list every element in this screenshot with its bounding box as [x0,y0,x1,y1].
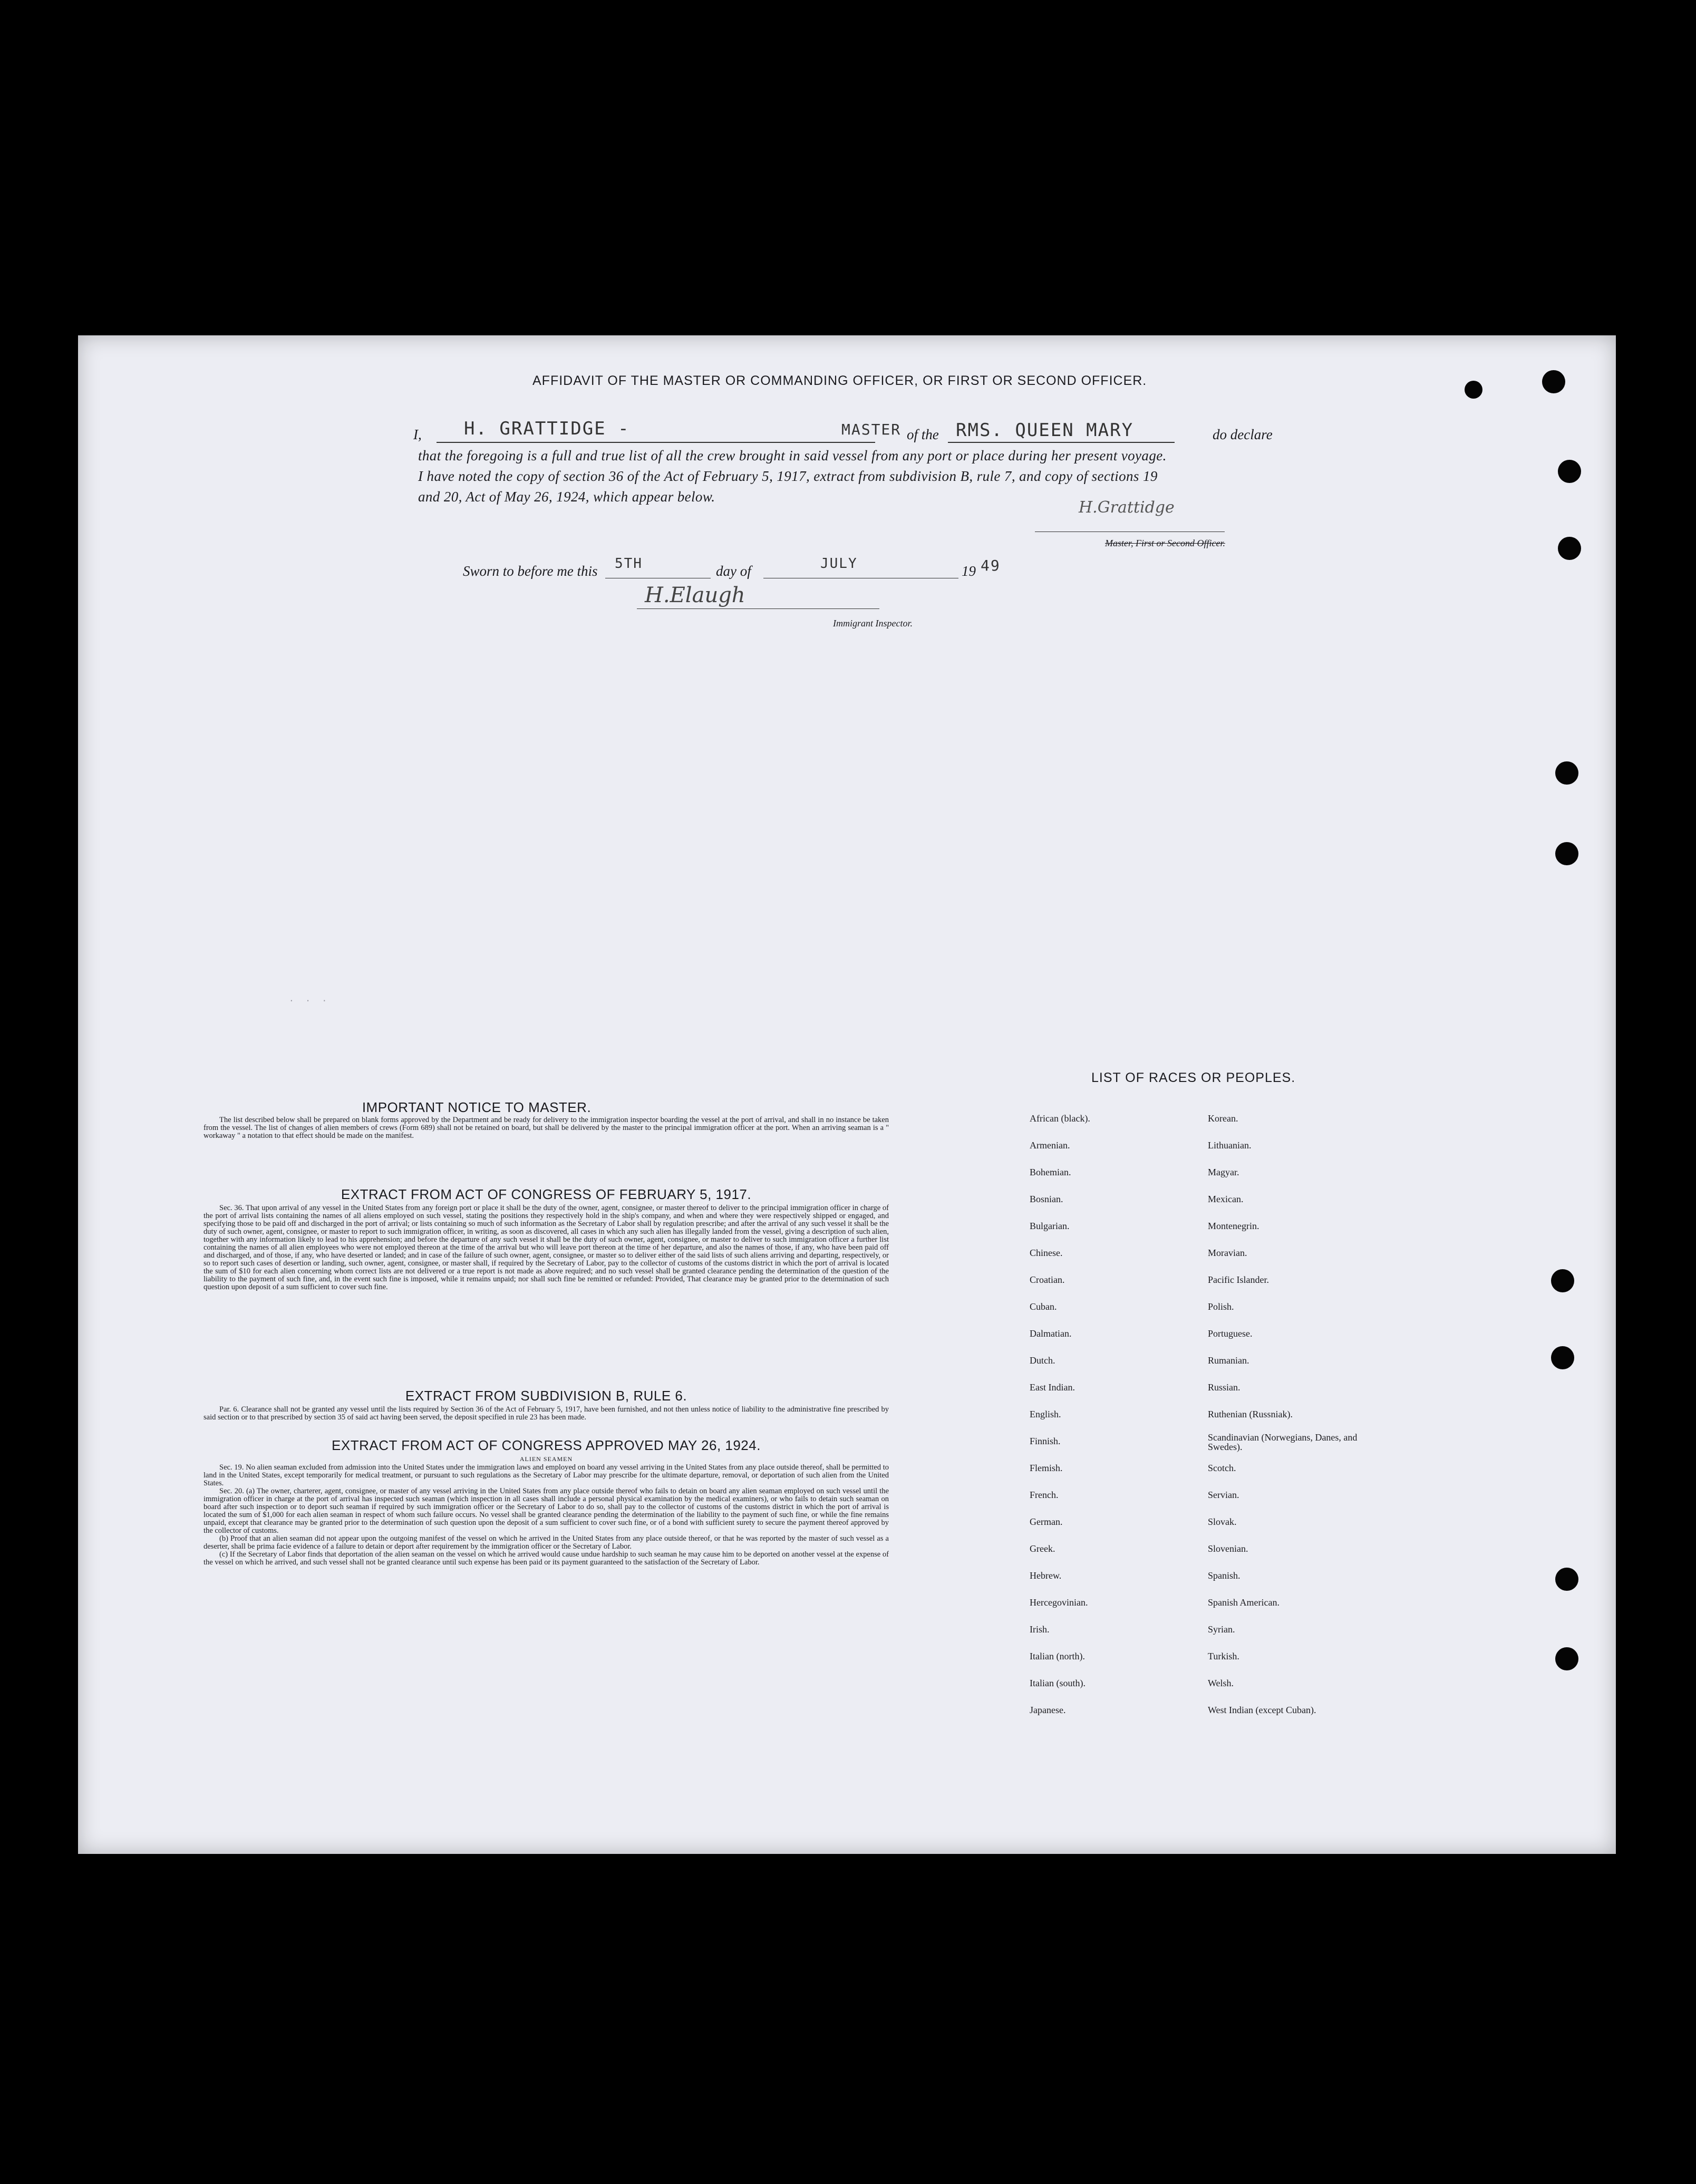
race-item: Magyar. [1208,1167,1239,1177]
declarant-prefix: I, [413,427,422,442]
race-item: Croatian. [1030,1274,1065,1285]
race-item: Finnish. [1030,1436,1061,1446]
notice-body: The list described below shall be prepared on blank forms approved by the Department and be ready for delivery to the immigration inspector boarding the vessel at the port of arrival, and shall in no instance be taken from the vessel. The list of changes of alien members of crews (Form 689) shall not be retained on board, but shall be delivered by the master to the principal immigration officer at the port. When an arriving seaman is a " workaway " a notation to that effect should be made on the manifest. [203,1116,889,1140]
races-title: LIST OF RACES OR PEOPLES. [1091,1070,1296,1085]
extract-1924-subtitle: ALIEN SEAMEN [519,1455,573,1463]
master-signature: H.Grattidge [1079,498,1175,517]
race-item: Slovak. [1208,1516,1237,1527]
race-item: Rumanian. [1208,1355,1249,1366]
race-item: Armenian. [1030,1140,1070,1151]
race-item: Greek. [1030,1543,1055,1554]
race-item: Hercegovinian. [1030,1597,1088,1608]
punch-hole [1555,761,1578,785]
race-item: Polish. [1208,1301,1234,1312]
race-item: East Indian. [1030,1382,1075,1393]
race-item: Slovenian. [1208,1543,1248,1554]
inspector-signature: H.Elaugh [645,583,745,607]
year-handwritten: 49 [981,557,1001,574]
race-item: Korean. [1208,1113,1238,1124]
manifest-page [78,335,1616,1854]
punch-hole [1555,842,1578,865]
master-name-handwritten: H. GRATTIDGE - [464,418,630,439]
punch-hole [1551,1346,1574,1369]
subdivision-b-title: EXTRACT FROM SUBDIVISION B, RULE 6. [405,1388,687,1404]
punch-hole [1551,1269,1574,1292]
race-item: Irish. [1030,1624,1050,1635]
sworn-day-handwritten: 5TH [615,556,643,572]
rank-handwritten: MASTER [841,421,902,438]
race-item: Russian. [1208,1382,1240,1393]
vessel-name-handwritten: RMS. QUEEN MARY [956,420,1134,441]
affidavit-title: AFFIDAVIT OF THE MASTER OR COMMANDING OFFICER, OR FIRST OR SECOND OFFICER. [532,373,1147,388]
master-signature-rule [1035,531,1225,532]
race-item: Dalmatian. [1030,1328,1072,1339]
race-item: Scotch. [1208,1463,1236,1473]
punch-hole [1558,537,1581,560]
race-item: Moravian. [1208,1248,1247,1258]
declaration-line-2: that the foregoing is a full and true list of all the crew brought in said vessel from any port or place during her present voyage. [418,448,1167,463]
race-item: Spanish American. [1208,1597,1280,1608]
year-prefix: 19 [962,563,976,579]
punch-hole [1555,1568,1578,1591]
inspector-caption: Immigrant Inspector. [833,618,913,629]
race-item: Italian (south). [1030,1678,1086,1688]
do-declare-text: do declare [1213,427,1273,442]
notice-title: IMPORTANT NOTICE TO MASTER. [362,1099,592,1115]
sworn-prefix: Sworn to before me this [463,563,598,579]
of-the-text: of the [907,427,939,442]
race-item: Scandinavian (Norwegians, Danes, and Swedes). [1208,1432,1358,1452]
extract-1924-title: EXTRACT FROM ACT OF CONGRESS APPROVED MAY 26, 1924. [332,1437,761,1453]
punch-hole [1558,460,1581,483]
race-item: Chinese. [1030,1248,1063,1258]
race-item: Welsh. [1208,1678,1234,1688]
name-rule [437,442,875,443]
inspector-signature-rule [637,608,879,609]
race-item: Turkish. [1208,1651,1239,1661]
race-item: Cuban. [1030,1301,1057,1312]
extract-1917-body: Sec. 36. That upon arrival of any vessel in the United States from any foreign port or place it shall be the duty of the owner, agent, consignee, or master thereof to deliver to the principal immigration officer in charge of the port of arrival lists containing the names of all aliens employed on such vessel, stating the positions they respectively hold in the ship's company, and when and where they were respectively shipped or engaged, and specifying those to be paid off and discharged in the port of arrival; or lists containing so much of such information as the Secretary of Labor shall by regulation prescribe; and after the arrival of any such vessel it shall be the duty of such owner, agent, consignee, or master to report to such immigration officer, in writing, as soon as discovered, all cases in which any such alien has illegally landed from the vessel, giving a description of such alien, together with any information likely to lead to his apprehension; and before the departure of any such vessel it shall be the duty of such owner, agent, consignee, or master to deliver to such immigration officer a further list containing the names of all alien employees who were not employed thereon at the time of the arrival but who will leave port thereon at the time of her departure, and also the names of those, if any, who have been paid off and discharged, and of those, if any, who have deserted or landed; and in case of the failure of such owner, agent, consignee, or master so to deliver either of the said lists of such aliens arriving and departing, respectively, or so to report such cases of desertion or landing, such owner, agent, consignee, or master shall, if required by the Secretary of Labor, pay to the collector of customs of the customs district in which the port of arrival is located the sum of $10 for each alien concerning whom correct lists are not delivered or a true report is not made as above required; and no such vessel shall be granted clearance pending the determination of the question of the liability to the payment of such fine, and, in the event such fine is imposed, while it remains unpaid; nor shall such fine be remitted or refunded: Provided, That clearance may be granted prior to the determination of such question upon deposit of a sum sufficient to cover such fine. [203,1204,889,1291]
punch-hole [1465,381,1482,399]
race-item: Bulgarian. [1030,1221,1070,1231]
race-item: Servian. [1208,1490,1239,1500]
race-item: German. [1030,1516,1063,1527]
bleed-through-marks: . . . [289,993,331,1003]
race-item: French. [1030,1490,1059,1500]
race-item: Dutch. [1030,1355,1055,1366]
declaration-line-3: I have noted the copy of section 36 of the Act of February 5, 1917, extract from subdivision B, rule 7, and copy of sections 19 [418,468,1158,484]
race-item: West Indian (except Cuban). [1208,1705,1316,1715]
punch-hole [1555,1647,1578,1670]
race-item: Montenegrin. [1208,1221,1259,1231]
extract-1917-title: EXTRACT FROM ACT OF CONGRESS OF FEBRUARY 5, 1917. [341,1186,752,1202]
race-item: Flemish. [1030,1463,1063,1473]
subdivision-b-body: Par. 6. Clearance shall not be granted any vessel until the lists required by Section 36 of the Act of February 5, 1917, have been furnished, and not then unless notice of liability to the administrative fine prescribed by said section or to that prescribed by section 35 of said act having been served, the deposit specified in rule 23 has been made. [203,1405,889,1422]
race-item: Italian (north). [1030,1651,1085,1661]
master-signature-caption: Master, First or Second Officer. [1105,538,1225,548]
extract-1924-body: Sec. 19. No alien seaman excluded from admission into the United States under the immigration laws and employed on board any vessel arriving in the United States from any place outside thereof, shall be permitted to land in the United States, except temporarily for medical treatment, or pursuant to such regulations as the Secretary of Labor may prescribe for the ultimate departure, removal, or deportation of such alien from the United States. Sec. 20. (a) The owner, charterer, agent, consignee, or master of any vessel arriving in the United States from any place outside thereof who fails to detain on board any alien seaman employed on such vessel until the immigration officer in charge at the port of arrival has inspected such seaman (which inspection in all cases shall include a personal physical examination by the medical examiners), or who fails to detain such seaman on board after such inspection or to deport such seaman if required by such immigration officer or the Secretary of Labor to do so, shall pay to the collector of customs of the customs district in which the port of arrival is located the sum of $1,000 for each alien seaman in respect of whom such failure occurs. No vessel shall be granted clearance pending the determination of the liability to the payment of such fine, or while the fine remains unpaid, except that clearance may be granted prior to the determination of such question upon the deposit of a sum sufficient to cover such fine, or of a bond with sufficient surety to secure the payment thereof approved by the collector of customs. (b) Proof that an alien seaman did not appear upon the outgoing manifest of the vessel on which he arrived in the United States from any place outside thereof, or that he was reported by the master of such vessel as a deserter, shall be prima facie evidence of a failure to detain or deport after requirement by the immigration officer or the Secretary of Labor. (c) If the Secretary of Labor finds that deportation of the alien seaman on the vessel on which he arrived would cause undue hardship to such seaman he may cause him to be deported on another vessel at the expense of the vessel on which he arrived, and such vessel shall not be granted clearance until such expense has been paid or its payment guaranteed to the satisfaction of the Secretary of Labor. [203,1463,889,1567]
race-item: Lithuanian. [1208,1140,1252,1151]
race-item: Japanese. [1030,1705,1066,1715]
race-item: Bohemian. [1030,1167,1071,1177]
race-item: Hebrew. [1030,1570,1062,1581]
race-item: Mexican. [1208,1194,1244,1204]
race-item: Portuguese. [1208,1328,1253,1339]
day-of-text: day of [716,563,751,579]
race-item: English. [1030,1409,1061,1419]
race-item: Ruthenian (Russniak). [1208,1409,1293,1419]
sworn-month-handwritten: JULY [820,556,858,572]
declaration-line-4: and 20, Act of May 26, 1924, which appear below. [418,489,715,505]
race-item: Syrian. [1208,1624,1235,1635]
vessel-rule [948,442,1175,443]
race-item: Spanish. [1208,1570,1240,1581]
race-item: African (black). [1030,1113,1090,1124]
race-item: Pacific Islander. [1208,1274,1269,1285]
race-item: Bosnian. [1030,1194,1063,1204]
punch-hole [1542,370,1565,393]
